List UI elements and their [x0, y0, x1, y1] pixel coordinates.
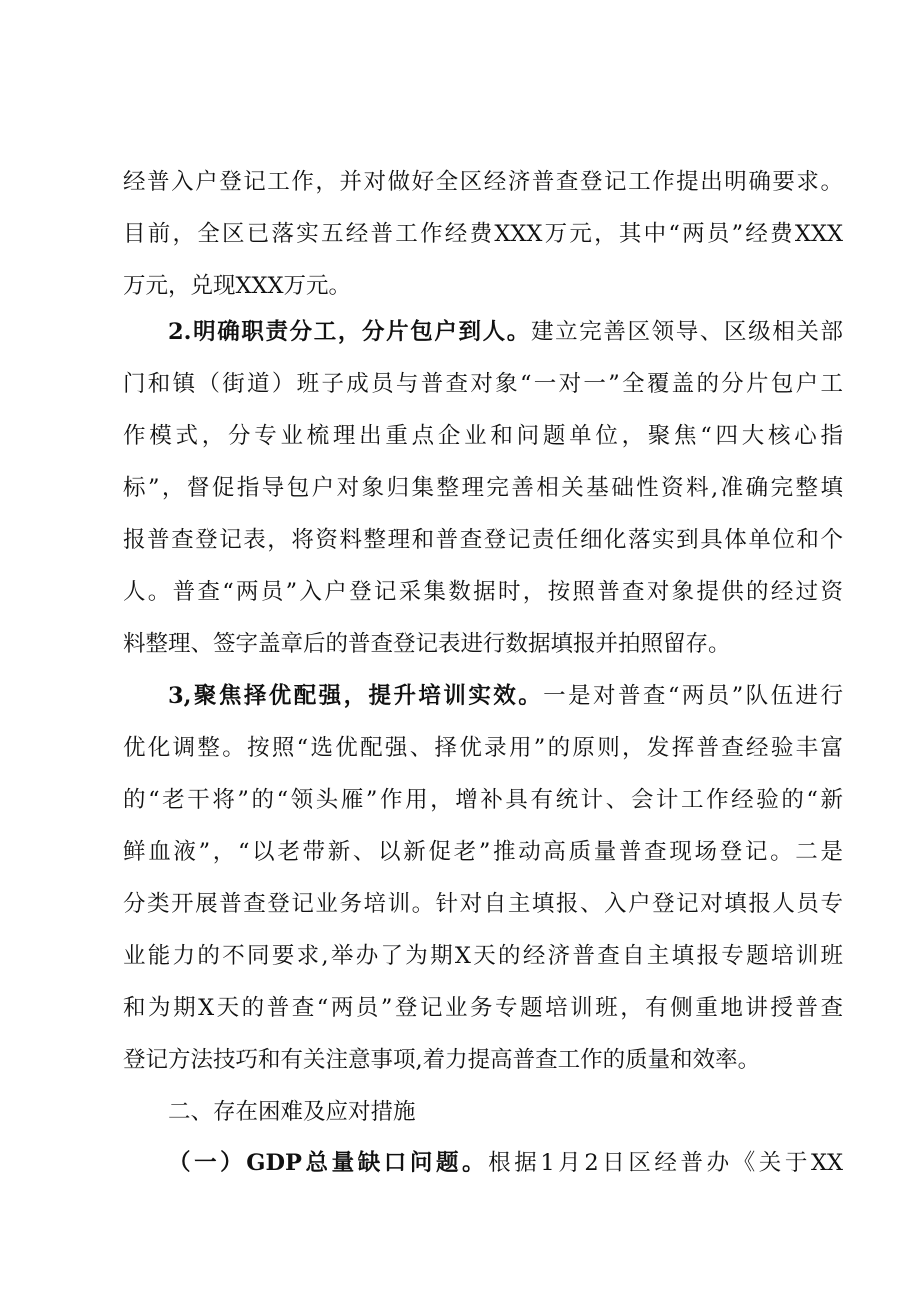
body-line: 料整理、签字盖章后的普查登记表进行数据填报并拍照留存。: [123, 631, 731, 657]
body-line: 业能力的不同要求,举办了为期X天的经济普查自主填报专题培训班: [123, 943, 843, 969]
body-line: 经普入户登记工作，并对做好全区经济普查登记工作提出明确要求。: [123, 169, 843, 195]
body-line: 标”，督促指导包户对象归集整理完善相关基础性资料,准确完整填: [123, 475, 843, 501]
paragraph-3-first-line: [168, 676, 843, 716]
paragraph-2-text: 建立完善区领导、区级相关部: [530, 319, 843, 345]
body-line: 优化调整。按照“选优配强、择优录用”的原则，发挥普查经验丰富: [123, 735, 843, 761]
body-line: 的“老干将”的“领头雁”作用，增补具有统计、会计工作经验的“新: [123, 787, 843, 813]
paragraph-3-text: 一是对普查“两员”队伍进行: [543, 683, 843, 709]
body-line: 门和镇（街道）班子成员与普查对象“一对一”全覆盖的分片包户工: [123, 371, 843, 397]
paragraph-2-first-line: [168, 312, 843, 352]
body-line: 登记方法技巧和有关注意事项,着力提高普查工作的质量和效率。: [123, 1047, 761, 1073]
paragraph-3-heading: 3,聚焦择优配强，提升培训实效。: [168, 683, 544, 709]
body-line: 报普查登记表，将资料整理和普查登记责任细化落实到具体单位和个: [123, 527, 843, 553]
subsection-1-first-line: [168, 1143, 843, 1183]
body-line: 万元，兑现XXX万元。: [123, 273, 352, 299]
section-heading: 二、存在困难及应对措施: [168, 1099, 416, 1125]
body-line: 和为期X天的普查“两员”登记业务专题培训班，有侧重地讲授普查: [123, 995, 843, 1021]
body-line: 作模式，分专业梳理出重点企业和问题单位，聚焦“四大核心指: [123, 423, 843, 449]
body-line: 目前，全区已落实五经普工作经费XXX万元，其中“两员”经费XXX: [123, 221, 843, 247]
subsection-1-heading: （一）GDP总量缺口问题。: [168, 1150, 489, 1176]
body-line: 分类开展普查登记业务培训。针对自主填报、入户登记对填报人员专: [123, 891, 843, 917]
body-line: 鲜血液”，“以老带新、以新促老”推动高质量普查现场登记。二是: [123, 839, 843, 865]
body-line: 人。普查“两员”入户登记采集数据时，按照普查对象提供的经过资: [123, 579, 843, 605]
paragraph-2-heading: 2.明确职责分工，分片包户到人。: [168, 319, 531, 345]
subsection-1-text: 根据1月2日区经普办《关于XX: [488, 1150, 843, 1176]
